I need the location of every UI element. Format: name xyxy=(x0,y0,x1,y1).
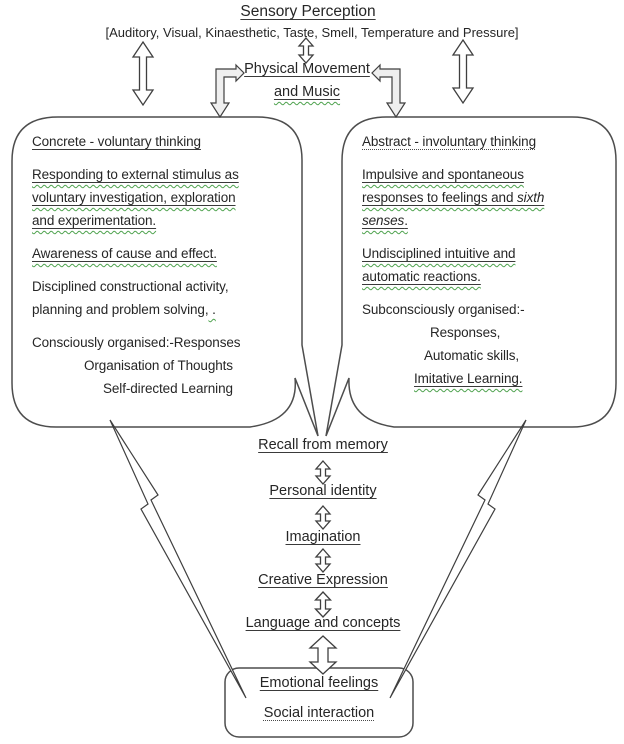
text-line: voluntary investigation, exploration xyxy=(32,190,236,205)
text-line: Responses, xyxy=(430,325,501,340)
line-spacer xyxy=(362,153,606,163)
text-line: and experimentation. xyxy=(32,213,157,228)
text-line: Subconsciously organised:- xyxy=(362,302,525,317)
text-line: Abstract - involuntary thinking xyxy=(362,134,536,149)
right-box-text xyxy=(362,130,606,390)
line-spacer xyxy=(32,321,288,331)
text-line: Responding to external stimulus as xyxy=(32,167,239,182)
physical-movement-label-line2: and Music xyxy=(273,84,341,100)
text-line: Organisation of Thoughts xyxy=(84,358,233,373)
double-arrow-senses-movement xyxy=(299,38,313,63)
chain-label-recall-from-memory: Recall from memory xyxy=(258,437,388,453)
text-line: Impulsive and spontaneous xyxy=(362,167,524,182)
double-arrow-creative-language xyxy=(316,592,331,617)
text-line: planning and problem solving, . xyxy=(32,302,216,317)
social-interaction-label: Social interaction xyxy=(263,705,375,721)
text-line: Concrete - voluntary thinking xyxy=(32,134,201,149)
lightning-bolt-arrow-left xyxy=(110,420,246,698)
line-spacer xyxy=(32,153,288,163)
text-line: automatic reactions. xyxy=(362,269,481,284)
line-spacer xyxy=(32,232,288,242)
text-line: Automatic skills, xyxy=(424,348,520,363)
text-line: Awareness of cause and effect. xyxy=(32,246,217,261)
chain-label-creative-expression: Creative Expression xyxy=(258,572,388,588)
line-spacer xyxy=(362,288,606,298)
chain-label-language-and-concepts: Language and concepts xyxy=(245,615,401,631)
line-spacer xyxy=(362,232,606,242)
physical-movement-label-line1: Physical Movement xyxy=(244,61,370,77)
lightning-bolt-arrow-right xyxy=(390,420,526,698)
left-box-text xyxy=(32,130,288,400)
text-line: Self-directed Learning xyxy=(103,381,233,396)
double-arrow-recall-identity xyxy=(316,461,330,484)
page-title xyxy=(0,3,616,21)
page-title-text: Sensory Perception xyxy=(240,3,376,20)
text-line: Disciplined constructional activity, xyxy=(32,279,229,294)
double-arrow-identity-imagination xyxy=(316,506,330,529)
chain-label-personal-identity: Personal identity xyxy=(269,483,377,499)
text-line: Imitative Learning. xyxy=(414,371,523,386)
text-line: Undisciplined intuitive and xyxy=(362,246,516,261)
chain-label-imagination: Imagination xyxy=(285,529,361,545)
line-spacer xyxy=(32,265,288,275)
double-arrow-imagination-creative xyxy=(316,549,330,572)
text-line: Consciously organised:-Responses xyxy=(32,335,241,350)
senses-list-label: [Auditory, Visual, Kinaesthetic, Taste, Smell, Temperature and Pressure] xyxy=(105,25,519,40)
text-line: responses to feelings and sixth xyxy=(362,190,545,205)
text-line: senses. xyxy=(362,213,408,228)
emotional-feelings-label: Emotional feelings xyxy=(259,675,379,691)
